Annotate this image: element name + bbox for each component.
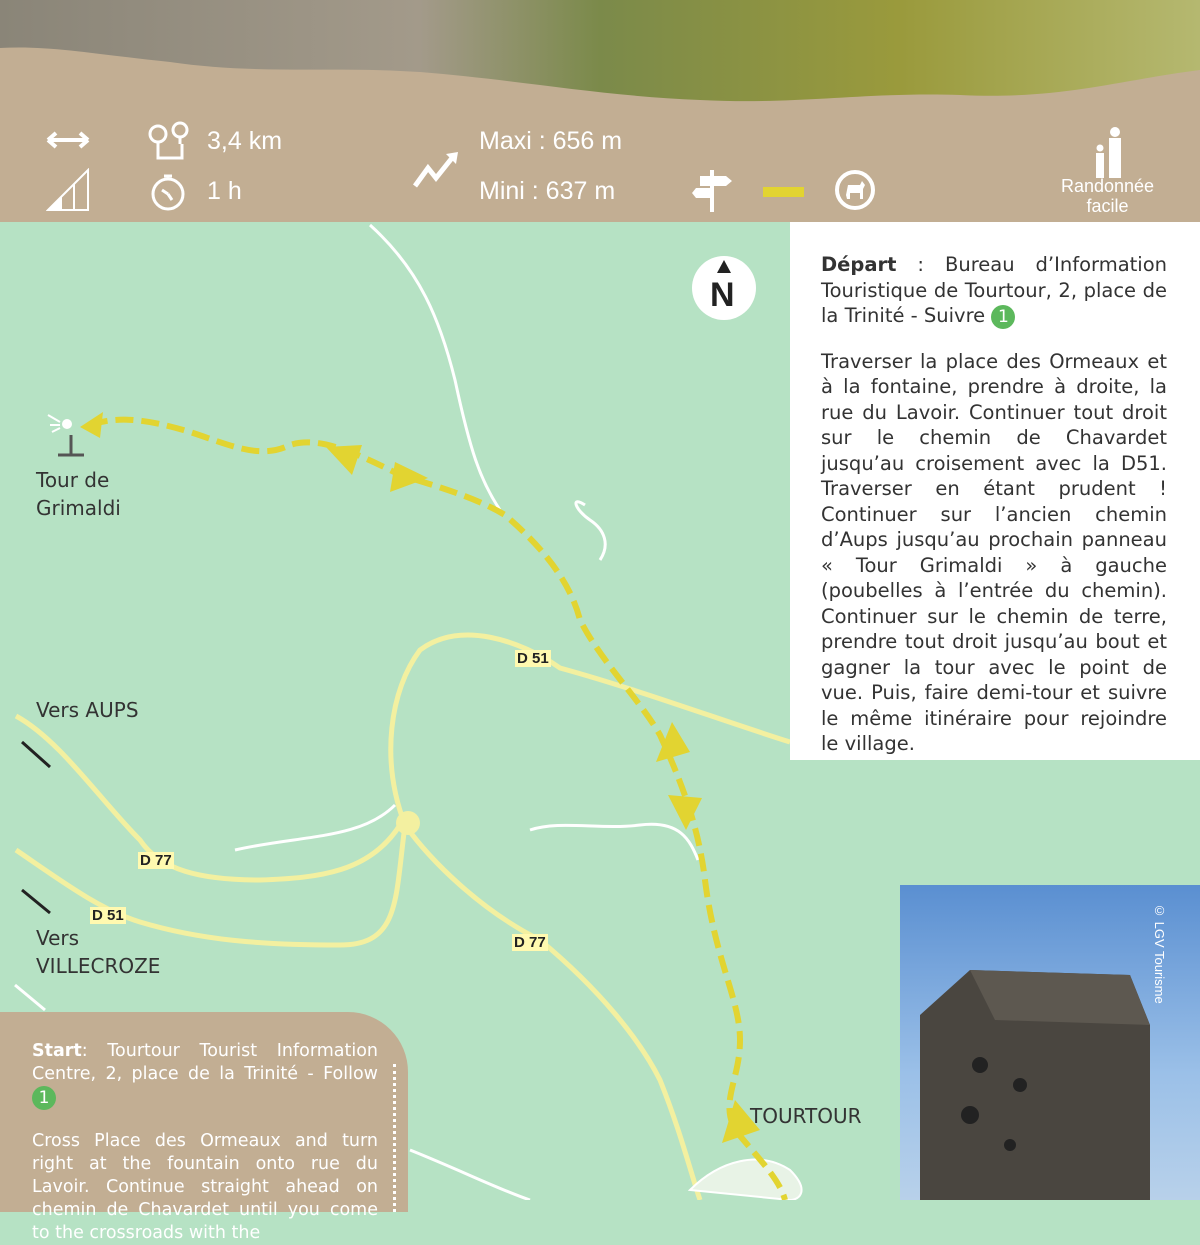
waypoint-badge: 1 (991, 305, 1015, 329)
distance-arrow-icon (46, 128, 90, 152)
tower-marker-icon (48, 415, 84, 455)
french-description-panel (790, 222, 1200, 760)
altitude-max: Maxi : 656 m (479, 127, 623, 155)
start-label: Départ (821, 253, 897, 276)
elevation-gain-icon (412, 150, 460, 190)
place-vers-villecroze: Vers VILLECROZE (36, 926, 161, 978)
waypoint-badge: 1 (32, 1086, 56, 1110)
start-label: Start (32, 1041, 82, 1061)
direction-arrow-icon (22, 742, 50, 913)
route-description: Cross Place des Ormeaux and turn right at the fountain onto rue du Lavoir. Continue straight ahead on chemin de Chavardet until you come to the crossroads with the (32, 1131, 378, 1243)
duration-value: 1 h (207, 177, 242, 205)
family-hiker-icon (1092, 126, 1128, 178)
road-label-d77: D 77 (514, 934, 546, 951)
road-label-d51: D 51 (92, 907, 124, 924)
header-band (0, 0, 1200, 222)
route-description: Traverser la place des Ormeaux et à la fontaine, prendre à droite, la rue du Lavoir. Continuer tout droit sur le chemin de Chavardet jusqu’au croisement avec la D51. Traverser en étant prudent ! Continuer sur l’ancien chemin d’Aups jusqu’au prochain panneau « Tour Grimaldi » à gauche (poubelles à l’entrée du chemin). Continuer sur le chemin de terre, prendre tout droit jusqu’au bout et gagner la tour avec le point de vue. Puis, faire demi-tour et suivre le même itinéraire pour rejoindre le village. (821, 349, 1167, 755)
signpost-icon (692, 168, 732, 212)
tower-photo (900, 885, 1200, 1200)
distance-value: 3,4 km (207, 127, 283, 155)
place-vers-aups: Vers AUPS (36, 698, 139, 722)
no-dogs-icon (834, 169, 876, 211)
photo-credit: © LGV Tourisme (1152, 903, 1167, 1004)
start-text: : Tourtour Tourist Information Centre, 2, place de la Trinité - Follow (32, 1041, 378, 1084)
altitude-min: Mini : 637 m (479, 177, 616, 205)
track-white (370, 225, 500, 510)
start-text: : Bureau d’Information Touristique de Tourtour, 2, place de la Trinité - Suivre (821, 253, 1167, 327)
english-description-panel (0, 1012, 408, 1243)
place-tour-grimaldi: Tour de Grimaldi (36, 468, 121, 520)
difficulty-label: Randonnée facile (1060, 176, 1155, 216)
road-label-d77: D 77 (140, 852, 172, 869)
stopwatch-icon (150, 172, 186, 212)
route-pin-icon (146, 120, 190, 164)
road-label-d51: D 51 (517, 650, 549, 667)
dotted-divider (393, 1064, 396, 1212)
place-tourtour: TOURTOUR (750, 1104, 862, 1128)
elevation-icon (46, 168, 90, 212)
trail-marking-swatch (763, 187, 804, 197)
village-photo (0, 0, 1200, 110)
north-label: N (710, 276, 735, 314)
